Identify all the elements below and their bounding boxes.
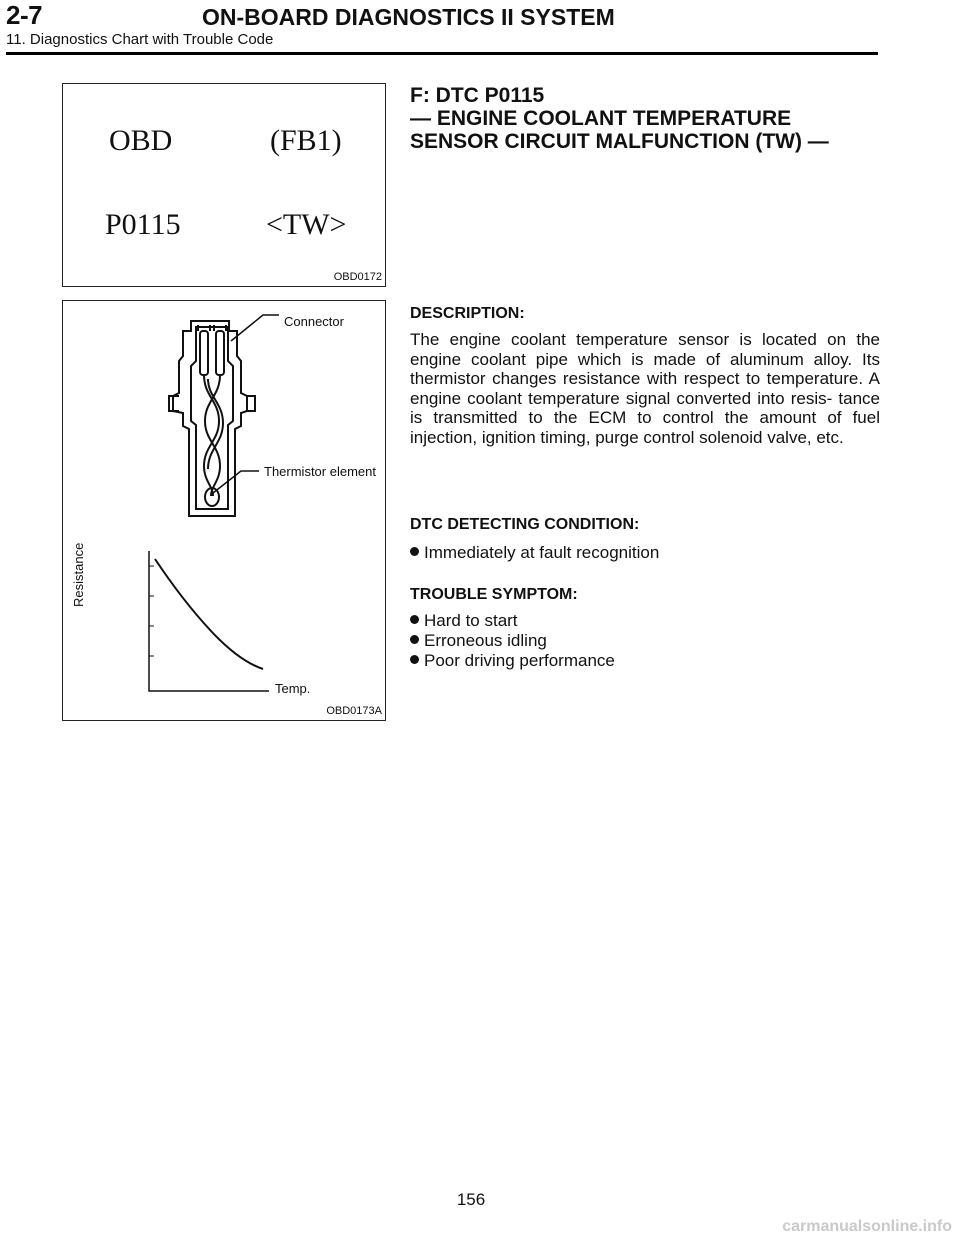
dtc-condition-label: DTC DETECTING CONDITION: [410, 516, 640, 533]
resistance-temp-graph [149, 551, 269, 691]
resistance-curve [155, 559, 263, 669]
sensor-diagram [63, 301, 385, 720]
dtc-code-label: P0115 [105, 208, 181, 241]
bullet-icon [410, 635, 419, 644]
list-item [410, 543, 659, 563]
heading-line-1: F: DTC P0115 [410, 84, 545, 107]
figure-id: OBD0172 [333, 271, 382, 283]
list-item-text: Hard to start [424, 611, 518, 630]
bullet-icon [410, 655, 419, 664]
figure-id: OBD0173A [326, 705, 382, 717]
list-item-text: Erroneous idling [424, 631, 547, 650]
axis-y-label: Resistance [71, 542, 86, 607]
header-rule [6, 52, 878, 55]
connector-label: Connector [284, 314, 344, 329]
watermark: carmanualsonline.info [782, 1218, 952, 1235]
sensor-drawing [169, 315, 279, 516]
subsection-title: 11. Diagnostics Chart with Trouble Code [6, 31, 274, 48]
fb1-label: (FB1) [270, 124, 342, 157]
obd-label: OBD [109, 124, 173, 157]
sensor-diagram-figure [62, 300, 386, 721]
dtc-heading [410, 84, 829, 153]
section-number: 2-7 [6, 0, 43, 30]
obd-display-figure [62, 83, 386, 287]
tw-label: <TW> [266, 208, 347, 241]
list-item [410, 631, 547, 651]
bullet-icon [410, 547, 419, 556]
list-item [410, 611, 518, 631]
thermistor-label: Thermistor element [264, 464, 376, 479]
list-item-text: Poor driving performance [424, 651, 615, 670]
heading-line-2: — ENGINE COOLANT TEMPERATURE [410, 107, 792, 130]
description-label: DESCRIPTION: [410, 305, 525, 322]
graph-axes [149, 551, 269, 691]
list-item [410, 651, 615, 671]
bullet-icon [410, 615, 419, 624]
section-title: ON-BOARD DIAGNOSTICS II SYSTEM [202, 4, 615, 30]
page-number: 156 [456, 1190, 486, 1209]
axis-x-label: Temp. [275, 681, 311, 696]
heading-line-3: SENSOR CIRCUIT MALFUNCTION (TW) — [410, 130, 829, 153]
trouble-symptom-label: TROUBLE SYMPTOM: [410, 586, 578, 603]
list-item-text: Immediately at fault recognition [424, 543, 660, 562]
description-text: The engine coolant temperature sensor is located on the engine coolant pipe which is made of aluminum alloy. Its thermistor changes resistance with respect to temperature. A engine coolant temperature signal converted into resis- tance is transmitted to the ECM to control the amount of fuel injection, ignition timing, purge control solenoid valve, etc. [410, 330, 880, 447]
